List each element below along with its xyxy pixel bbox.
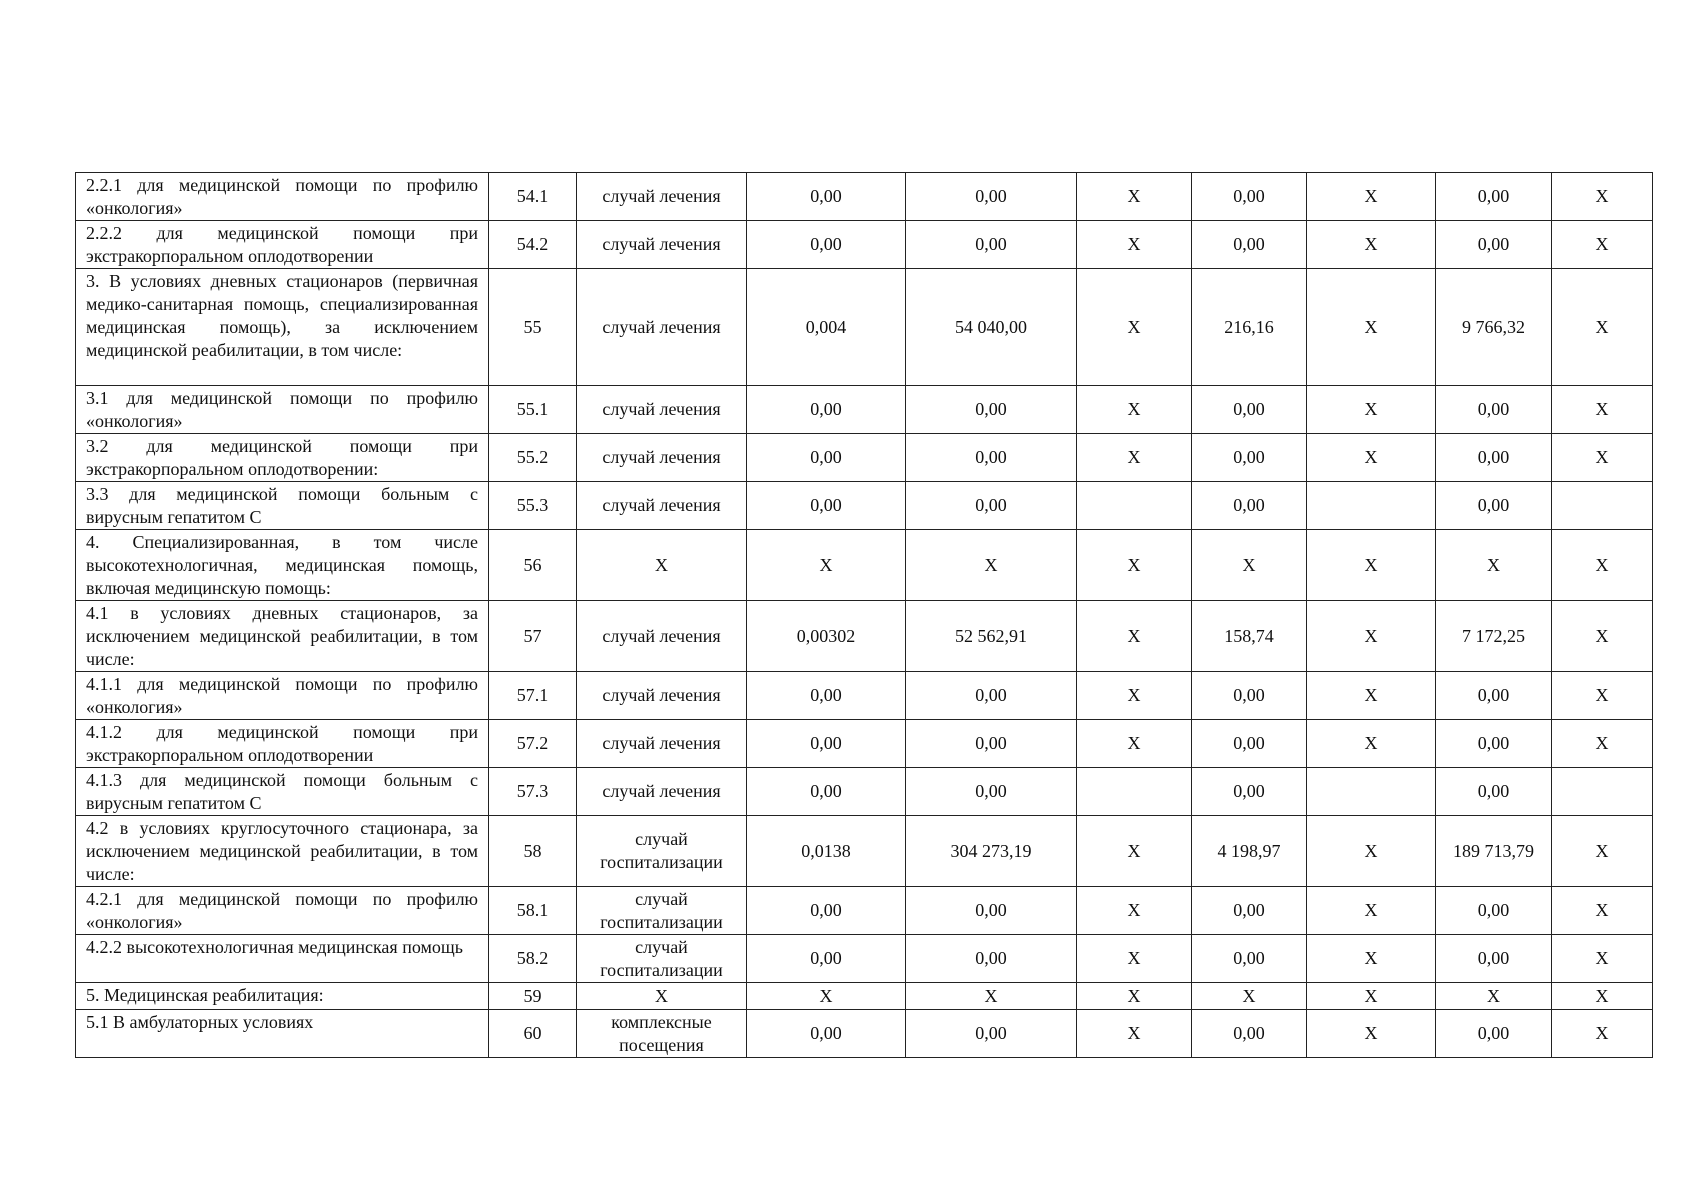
row-value-2: 0,00 bbox=[906, 434, 1077, 482]
row-number: 56 bbox=[489, 530, 577, 601]
row-value-1: 0,00 bbox=[747, 935, 906, 983]
row-unit: X bbox=[577, 983, 747, 1010]
row-unit: случай лечения bbox=[577, 672, 747, 720]
row-value-3: X bbox=[1077, 720, 1192, 768]
row-name: 4.1.2 для медицинской помощи при экстракорпоральном оплодотворении bbox=[76, 720, 489, 768]
row-value-3: X bbox=[1077, 530, 1192, 601]
row-value-1: 0,0138 bbox=[747, 816, 906, 887]
row-name: 3. В условиях дневных стационаров (первичная медико-санитарная помощь, специализированная медицинская помощь), за исключением медицинской реабилитации, в том числе: bbox=[76, 269, 489, 386]
row-value-7: X bbox=[1552, 601, 1653, 672]
row-value-6: 0,00 bbox=[1436, 221, 1552, 269]
row-value-6: 9 766,32 bbox=[1436, 269, 1552, 386]
row-value-4: 0,00 bbox=[1192, 768, 1307, 816]
row-value-5: X bbox=[1307, 1010, 1436, 1058]
table-row bbox=[76, 720, 1653, 768]
table-row bbox=[76, 816, 1653, 887]
row-value-1: 0,00 bbox=[747, 221, 906, 269]
row-value-7: X bbox=[1552, 983, 1653, 1010]
row-value-2: 0,00 bbox=[906, 1010, 1077, 1058]
row-name: 3.3 для медицинской помощи больным с вирусным гепатитом С bbox=[76, 482, 489, 530]
row-value-5: X bbox=[1307, 173, 1436, 221]
row-number: 57 bbox=[489, 601, 577, 672]
row-value-6: 0,00 bbox=[1436, 935, 1552, 983]
row-value-3: X bbox=[1077, 434, 1192, 482]
row-value-1: 0,00302 bbox=[747, 601, 906, 672]
row-value-6: 0,00 bbox=[1436, 672, 1552, 720]
row-value-7: X bbox=[1552, 221, 1653, 269]
row-value-1: 0,00 bbox=[747, 768, 906, 816]
row-value-2: 0,00 bbox=[906, 482, 1077, 530]
row-value-5: X bbox=[1307, 983, 1436, 1010]
row-value-4: 0,00 bbox=[1192, 887, 1307, 935]
row-name: 4.1.1 для медицинской помощи по профилю «онкология» bbox=[76, 672, 489, 720]
row-unit: случай лечения bbox=[577, 386, 747, 434]
row-value-5: X bbox=[1307, 887, 1436, 935]
row-value-2: 0,00 bbox=[906, 768, 1077, 816]
row-name: 4.1 в условиях дневных стационаров, за исключением медицинской реабилитации, в том числе: bbox=[76, 601, 489, 672]
row-unit: случай лечения bbox=[577, 221, 747, 269]
row-value-6: 0,00 bbox=[1436, 173, 1552, 221]
row-value-7: X bbox=[1552, 386, 1653, 434]
table-row bbox=[76, 1010, 1653, 1058]
row-value-7: X bbox=[1552, 530, 1653, 601]
row-name: 5. Медицинская реабилитация: bbox=[76, 983, 489, 1010]
row-value-1: 0,00 bbox=[747, 434, 906, 482]
row-value-1: X bbox=[747, 530, 906, 601]
row-value-2: 0,00 bbox=[906, 386, 1077, 434]
row-value-3: X bbox=[1077, 983, 1192, 1010]
row-value-6: X bbox=[1436, 983, 1552, 1010]
table-row bbox=[76, 601, 1653, 672]
row-unit: случай госпитализации bbox=[577, 935, 747, 983]
row-value-1: 0,00 bbox=[747, 386, 906, 434]
row-value-7: X bbox=[1552, 1010, 1653, 1058]
row-value-7: X bbox=[1552, 720, 1653, 768]
row-value-2: 0,00 bbox=[906, 720, 1077, 768]
row-value-1: 0,00 bbox=[747, 720, 906, 768]
row-unit: случай госпитализации bbox=[577, 816, 747, 887]
row-value-4: 158,74 bbox=[1192, 601, 1307, 672]
row-unit: комплексные посещения bbox=[577, 1010, 747, 1058]
row-name: 4.2.2 высокотехнологичная медицинская помощь bbox=[76, 935, 489, 983]
row-value-6: 7 172,25 bbox=[1436, 601, 1552, 672]
row-unit: случай госпитализации bbox=[577, 887, 747, 935]
row-value-3 bbox=[1077, 768, 1192, 816]
row-value-4: X bbox=[1192, 530, 1307, 601]
row-value-5: X bbox=[1307, 386, 1436, 434]
row-unit: случай лечения bbox=[577, 269, 747, 386]
row-name: 3.1 для медицинской помощи по профилю «онкология» bbox=[76, 386, 489, 434]
row-value-6: 0,00 bbox=[1436, 482, 1552, 530]
row-value-4: X bbox=[1192, 983, 1307, 1010]
row-number: 59 bbox=[489, 983, 577, 1010]
table-row bbox=[76, 386, 1653, 434]
table-body bbox=[76, 173, 1653, 1058]
row-value-7: X bbox=[1552, 672, 1653, 720]
row-number: 58.1 bbox=[489, 887, 577, 935]
row-value-4: 0,00 bbox=[1192, 1010, 1307, 1058]
row-value-7: X bbox=[1552, 269, 1653, 386]
row-unit: случай лечения bbox=[577, 434, 747, 482]
row-unit: случай лечения bbox=[577, 768, 747, 816]
row-name: 4.2.1 для медицинской помощи по профилю «онкология» bbox=[76, 887, 489, 935]
data-table bbox=[75, 172, 1653, 1058]
row-value-5 bbox=[1307, 482, 1436, 530]
row-value-3: X bbox=[1077, 1010, 1192, 1058]
row-value-5: X bbox=[1307, 816, 1436, 887]
row-value-4: 0,00 bbox=[1192, 672, 1307, 720]
row-value-2: 0,00 bbox=[906, 173, 1077, 221]
row-value-1: X bbox=[747, 983, 906, 1010]
row-value-4: 0,00 bbox=[1192, 221, 1307, 269]
row-value-7 bbox=[1552, 768, 1653, 816]
table-row bbox=[76, 269, 1653, 386]
table-row bbox=[76, 434, 1653, 482]
row-value-5: X bbox=[1307, 221, 1436, 269]
row-value-3: X bbox=[1077, 601, 1192, 672]
row-value-7: X bbox=[1552, 935, 1653, 983]
row-value-2: X bbox=[906, 983, 1077, 1010]
row-value-4: 216,16 bbox=[1192, 269, 1307, 386]
row-unit: случай лечения bbox=[577, 720, 747, 768]
row-number: 57.1 bbox=[489, 672, 577, 720]
row-value-5: X bbox=[1307, 720, 1436, 768]
row-value-2: 0,00 bbox=[906, 672, 1077, 720]
row-value-3: X bbox=[1077, 935, 1192, 983]
table-row bbox=[76, 221, 1653, 269]
row-value-5: X bbox=[1307, 269, 1436, 386]
row-value-6: 0,00 bbox=[1436, 768, 1552, 816]
row-unit: X bbox=[577, 530, 747, 601]
row-value-2: 0,00 bbox=[906, 887, 1077, 935]
row-value-4: 4 198,97 bbox=[1192, 816, 1307, 887]
row-number: 55.3 bbox=[489, 482, 577, 530]
row-value-2: 304 273,19 bbox=[906, 816, 1077, 887]
row-value-6: 0,00 bbox=[1436, 887, 1552, 935]
row-value-6: 189 713,79 bbox=[1436, 816, 1552, 887]
row-value-1: 0,00 bbox=[747, 173, 906, 221]
row-value-6: 0,00 bbox=[1436, 720, 1552, 768]
row-value-5: X bbox=[1307, 530, 1436, 601]
row-value-6: 0,00 bbox=[1436, 434, 1552, 482]
row-unit: случай лечения bbox=[577, 482, 747, 530]
row-number: 58.2 bbox=[489, 935, 577, 983]
row-value-1: 0,00 bbox=[747, 672, 906, 720]
row-value-2: 54 040,00 bbox=[906, 269, 1077, 386]
row-value-2: X bbox=[906, 530, 1077, 601]
row-name: 4. Специализированная, в том числе высокотехнологичная, медицинская помощь, включая медицинскую помощь: bbox=[76, 530, 489, 601]
row-value-4: 0,00 bbox=[1192, 434, 1307, 482]
row-value-1: 0,00 bbox=[747, 887, 906, 935]
row-value-5: X bbox=[1307, 601, 1436, 672]
table-row bbox=[76, 173, 1653, 221]
table-row bbox=[76, 983, 1653, 1010]
row-name: 4.2 в условиях круглосуточного стационара, за исключением медицинской реабилитации, в том числе: bbox=[76, 816, 489, 887]
row-value-3 bbox=[1077, 482, 1192, 530]
row-name: 4.1.3 для медицинской помощи больным с вирусным гепатитом С bbox=[76, 768, 489, 816]
row-value-2: 0,00 bbox=[906, 935, 1077, 983]
row-value-5: X bbox=[1307, 672, 1436, 720]
row-value-4: 0,00 bbox=[1192, 935, 1307, 983]
row-name: 3.2 для медицинской помощи при экстракорпоральном оплодотворении: bbox=[76, 434, 489, 482]
table-row bbox=[76, 530, 1653, 601]
row-value-7: X bbox=[1552, 434, 1653, 482]
row-value-3: X bbox=[1077, 887, 1192, 935]
table-row bbox=[76, 887, 1653, 935]
row-value-1: 0,00 bbox=[747, 1010, 906, 1058]
row-number: 55.2 bbox=[489, 434, 577, 482]
row-value-5 bbox=[1307, 768, 1436, 816]
row-value-5: X bbox=[1307, 935, 1436, 983]
row-value-4: 0,00 bbox=[1192, 720, 1307, 768]
row-value-4: 0,00 bbox=[1192, 482, 1307, 530]
row-value-3: X bbox=[1077, 173, 1192, 221]
row-number: 54.1 bbox=[489, 173, 577, 221]
row-value-6: 0,00 bbox=[1436, 1010, 1552, 1058]
row-number: 58 bbox=[489, 816, 577, 887]
row-number: 55 bbox=[489, 269, 577, 386]
row-value-3: X bbox=[1077, 672, 1192, 720]
row-name: 2.2.1 для медицинской помощи по профилю «онкология» bbox=[76, 173, 489, 221]
row-number: 54.2 bbox=[489, 221, 577, 269]
row-unit: случай лечения bbox=[577, 173, 747, 221]
row-value-3: X bbox=[1077, 269, 1192, 386]
table-row bbox=[76, 672, 1653, 720]
row-value-7: X bbox=[1552, 887, 1653, 935]
row-value-5: X bbox=[1307, 434, 1436, 482]
row-value-3: X bbox=[1077, 816, 1192, 887]
row-value-2: 52 562,91 bbox=[906, 601, 1077, 672]
row-value-4: 0,00 bbox=[1192, 173, 1307, 221]
row-value-1: 0,00 bbox=[747, 482, 906, 530]
table-row bbox=[76, 482, 1653, 530]
table-row bbox=[76, 768, 1653, 816]
row-value-1: 0,004 bbox=[747, 269, 906, 386]
row-value-7: X bbox=[1552, 173, 1653, 221]
row-value-7: X bbox=[1552, 816, 1653, 887]
row-value-3: X bbox=[1077, 221, 1192, 269]
row-value-4: 0,00 bbox=[1192, 386, 1307, 434]
row-value-2: 0,00 bbox=[906, 221, 1077, 269]
row-value-6: 0,00 bbox=[1436, 386, 1552, 434]
row-number: 55.1 bbox=[489, 386, 577, 434]
row-number: 60 bbox=[489, 1010, 577, 1058]
row-name: 5.1 В амбулаторных условиях bbox=[76, 1010, 489, 1058]
row-number: 57.3 bbox=[489, 768, 577, 816]
row-number: 57.2 bbox=[489, 720, 577, 768]
row-value-7 bbox=[1552, 482, 1653, 530]
row-name: 2.2.2 для медицинской помощи при экстракорпоральном оплодотворении bbox=[76, 221, 489, 269]
table-row bbox=[76, 935, 1653, 983]
row-value-3: X bbox=[1077, 386, 1192, 434]
row-value-6: X bbox=[1436, 530, 1552, 601]
row-unit: случай лечения bbox=[577, 601, 747, 672]
